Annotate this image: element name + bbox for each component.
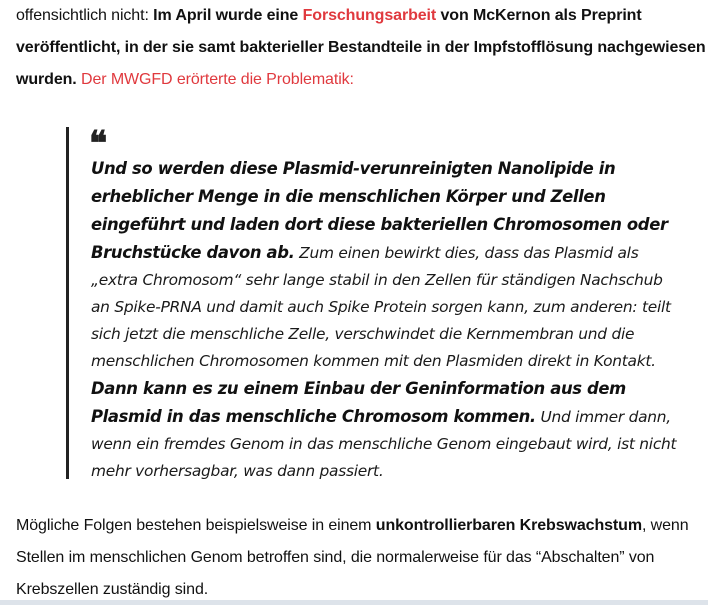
outro-text-2: , wenn Stellen im menschlichen Genom betroffen sind, die normalerweise für das “Abschalten” von Krebszellen zuständig sind. xyxy=(16,517,689,598)
intro-bold-1: Im April wurde eine xyxy=(153,7,303,24)
bottom-scroll-edge xyxy=(0,600,708,605)
outro-text-1: Mögliche Folgen bestehen beispielsweise in einem xyxy=(16,517,376,534)
intro-paragraph xyxy=(16,0,708,96)
quote-bold-2: Dann kann es zu einem Einbau der Geninformation aus dem Plasmid in das menschliche Chromosom kommen. xyxy=(91,379,626,426)
article-body xyxy=(16,0,708,96)
quote-bold-1: Und so werden diese Plasmid-verunreinigten Nanolipide in erheblicher Menge in die menschlichen Körper und Zellen eingeführt und laden dort diese bakteriellen Chromosomen oder Bruchstücke davon ab. xyxy=(91,159,668,262)
intro-bold-2: von McKernon als Preprint veröffentlicht, in der sie samt bakterieller Bestandteile in der Impfstofflösung nachgewiesen wurden. xyxy=(16,7,706,88)
quote-mark-icon: ❝ xyxy=(89,124,106,164)
intro-text: offensichtlich nicht: xyxy=(16,7,154,24)
quote-text xyxy=(91,155,681,485)
mwgfd-red-text: Der MWGFD erörterte die Problematik: xyxy=(76,71,354,88)
forschungsarbeit-link[interactable]: Forschungsarbeit xyxy=(302,7,437,24)
outro-bold: unkontrollierbaren Krebswachstum xyxy=(375,517,642,534)
quote-text-2: Und immer dann, wenn ein fremdes Genom in das menschliche Genom eingebaut wird, ist nicht mehr vorhersagbar, was dann passiert. xyxy=(91,408,677,480)
blockquote xyxy=(66,124,686,480)
outro-paragraph xyxy=(16,510,696,605)
quote-text-1: Zum einen bewirkt dies, dass das Plasmid als „extra Chromosom“ sehr lange stabil in den Zellen für ständigen Nachschub an Spike-PRNA und damit auch Spike Protein sorgen kann, zum anderen: teilt sich jetzt die menschliche Zelle, verschwindet die Kernmembran und die menschlichen Chromosomen kommen mit den Plasmiden direkt in Kontakt. xyxy=(91,244,671,370)
